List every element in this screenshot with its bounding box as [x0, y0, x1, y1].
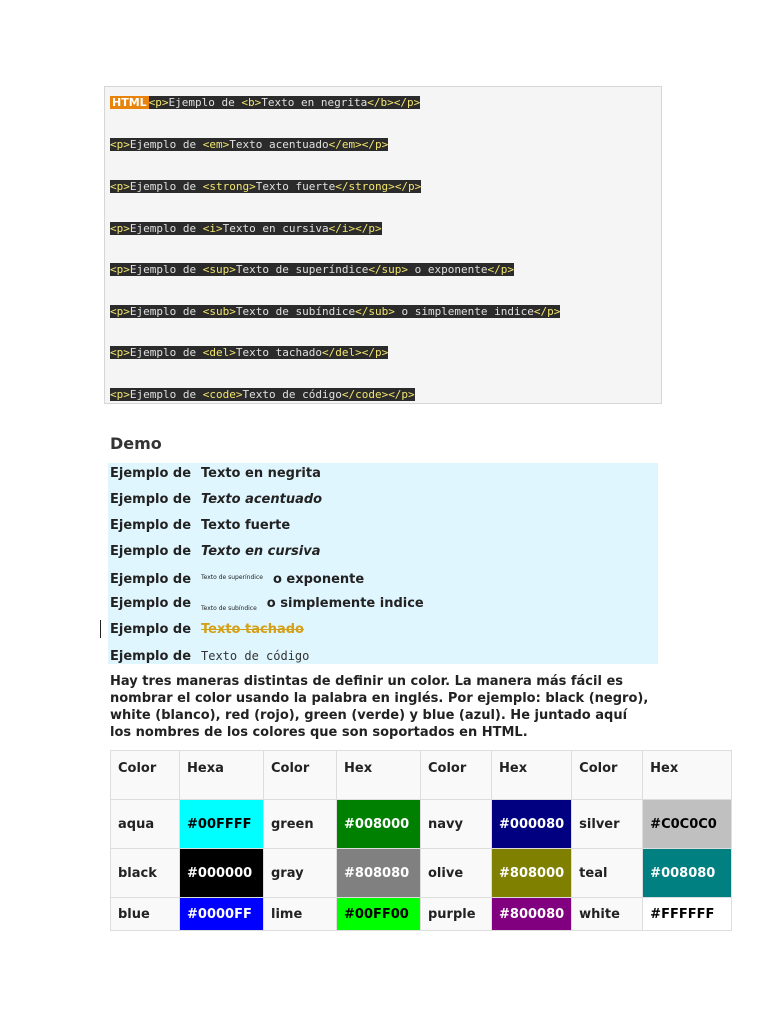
code-tag: </i>	[328, 222, 356, 235]
color-hex-cell: #0000FF	[180, 898, 264, 931]
demo-label: Ejemplo de	[110, 544, 192, 559]
code-text: o exponente	[408, 263, 488, 276]
table-header-cell: Hex	[337, 751, 421, 800]
code-text: Ejemplo de	[129, 305, 203, 318]
code-tag: </p>	[533, 305, 561, 318]
color-name-cell: olive	[421, 849, 492, 898]
color-hex-cell: #000080	[492, 800, 572, 849]
color-name-cell: silver	[572, 800, 643, 849]
code-tag: <p>	[110, 346, 130, 359]
code-line	[110, 304, 560, 319]
code-line	[110, 179, 421, 194]
code-text: Texto acentuado	[229, 138, 329, 151]
code-tag: </del>	[321, 346, 362, 359]
code-tag: </b>	[367, 96, 394, 109]
color-name-cell: lime	[264, 898, 337, 931]
demo-label: Ejemplo de	[110, 596, 192, 611]
demo-row	[110, 647, 309, 665]
demo-value: Texto fuerte	[201, 518, 291, 533]
table-row	[111, 898, 732, 931]
code-text: Ejemplo de	[129, 263, 203, 276]
code-tag: <p>	[110, 305, 130, 318]
table-row	[111, 849, 732, 898]
code-text: Ejemplo de	[129, 180, 203, 193]
code-tag: <p>	[110, 388, 130, 401]
code-tag: <del>	[202, 346, 236, 359]
demo-heading: Demo	[110, 434, 162, 453]
color-name-cell: gray	[264, 849, 337, 898]
code-line	[110, 137, 388, 152]
code-text: Texto fuerte	[255, 180, 336, 193]
code-tag: </p>	[394, 180, 422, 193]
table-header-row	[111, 751, 732, 800]
demo-row	[110, 491, 322, 509]
demo-row	[110, 569, 364, 587]
code-tag: <code>	[202, 388, 243, 401]
code-tag: <sup>	[202, 263, 236, 276]
code-tag: <p>	[110, 263, 130, 276]
demo-value: Texto de código	[201, 649, 310, 663]
demo-value: Texto en cursiva	[201, 544, 321, 559]
demo-value: Texto de subíndice	[201, 605, 257, 612]
code-tag: <em>	[202, 138, 230, 151]
code-text: Texto de superíndice	[235, 263, 369, 276]
code-tag: </p>	[361, 138, 389, 151]
color-hex-cell: #008000	[337, 800, 421, 849]
code-tag: <b>	[241, 96, 262, 109]
code-tag: <p>	[110, 138, 130, 151]
table-header-cell: Color	[264, 751, 337, 800]
demo-label: Ejemplo de	[110, 622, 192, 637]
code-text: Texto en cursiva	[222, 222, 329, 235]
code-tag: <p>	[110, 180, 130, 193]
demo-tail: o exponente	[272, 572, 365, 587]
color-name-cell: navy	[421, 800, 492, 849]
colors-paragraph: Hay tres maneras distintas de definir un color. La manera más fácil es nombrar el color usando la palabra en inglés. Por ejemplo: black (negro), white (blanco), red (rojo), green (verde) y blue (azul). He juntado aquí los nombres de los colores que son soportados en HTML.	[110, 674, 649, 740]
text-cursor	[100, 620, 101, 638]
code-line	[110, 221, 382, 236]
code-text: Ejemplo de	[168, 96, 242, 109]
code-text: Ejemplo de	[129, 346, 203, 359]
demo-label: Ejemplo de	[110, 492, 192, 507]
code-tag: <strong>	[202, 180, 256, 193]
color-name-cell: black	[111, 849, 180, 898]
code-tag: <p>	[110, 222, 130, 235]
demo-tail: o simplemente indice	[266, 596, 424, 611]
code-tag: </p>	[487, 263, 515, 276]
color-hex-cell: #00FFFF	[180, 800, 264, 849]
demo-row	[110, 465, 321, 483]
demo-output	[108, 463, 658, 664]
color-hex-cell: #008080	[643, 849, 732, 898]
color-hex-cell: #808000	[492, 849, 572, 898]
color-hex-cell: #800080	[492, 898, 572, 931]
table-row	[111, 800, 732, 849]
code-text: o simplemente indice	[394, 305, 534, 318]
code-text: Texto de subíndice	[235, 305, 356, 318]
color-hex-cell: #000000	[180, 849, 264, 898]
color-name-cell: aqua	[111, 800, 180, 849]
code-tag: <sub>	[202, 305, 236, 318]
demo-value: Texto en negrita	[201, 466, 321, 481]
code-line	[110, 262, 514, 277]
language-badge: HTML	[112, 96, 147, 109]
color-name-cell: purple	[421, 898, 492, 931]
demo-row	[110, 543, 320, 561]
code-text: Ejemplo de	[129, 222, 203, 235]
demo-value: Texto acentuado	[201, 492, 323, 507]
code-line	[110, 345, 388, 360]
code-block	[104, 86, 662, 404]
table-header-cell: Hex	[492, 751, 572, 800]
color-hex-cell: #00FF00	[337, 898, 421, 931]
demo-label: Ejemplo de	[110, 572, 192, 587]
code-tag: </strong>	[335, 180, 395, 193]
code-tag: </p>	[361, 346, 389, 359]
demo-label: Ejemplo de	[110, 649, 192, 664]
code-tag: </p>	[388, 388, 415, 401]
code-tag: <p>	[148, 96, 169, 109]
color-hex-cell: #808080	[337, 849, 421, 898]
code-text: Texto en negrita	[261, 96, 368, 109]
color-name-cell: white	[572, 898, 643, 931]
code-line	[110, 95, 420, 110]
demo-row	[110, 595, 424, 613]
demo-label: Ejemplo de	[110, 518, 192, 533]
code-tag: </code>	[341, 388, 389, 401]
color-hex-cell: #C0C0C0	[643, 800, 732, 849]
demo-row	[110, 621, 304, 639]
table-header-cell: Hex	[643, 751, 732, 800]
color-name-cell: blue	[111, 898, 180, 931]
demo-value: Texto tachado	[201, 622, 304, 637]
colors-table	[110, 750, 732, 931]
code-tag: </sub>	[355, 305, 395, 318]
color-hex-cell: #FFFFFF	[643, 898, 732, 931]
code-tag: </p>	[355, 222, 382, 235]
code-text: Ejemplo de	[129, 388, 203, 401]
color-name-cell: green	[264, 800, 337, 849]
code-text: Ejemplo de	[129, 138, 203, 151]
table-header-cell: Color	[572, 751, 643, 800]
code-text: Texto de código	[242, 388, 342, 401]
code-tag: </sup>	[368, 263, 409, 276]
code-text: Texto tachado	[235, 346, 322, 359]
code-tag: <i>	[202, 222, 223, 235]
code-tag: </em>	[328, 138, 362, 151]
demo-value: Texto de superíndice	[201, 574, 263, 581]
color-name-cell: teal	[572, 849, 643, 898]
demo-label: Ejemplo de	[110, 466, 192, 481]
table-header-cell: Hexa	[180, 751, 264, 800]
code-tag: </p>	[393, 96, 421, 109]
code-line	[110, 387, 415, 402]
table-header-cell: Color	[421, 751, 492, 800]
demo-row	[110, 517, 290, 535]
table-header-cell: Color	[111, 751, 180, 800]
